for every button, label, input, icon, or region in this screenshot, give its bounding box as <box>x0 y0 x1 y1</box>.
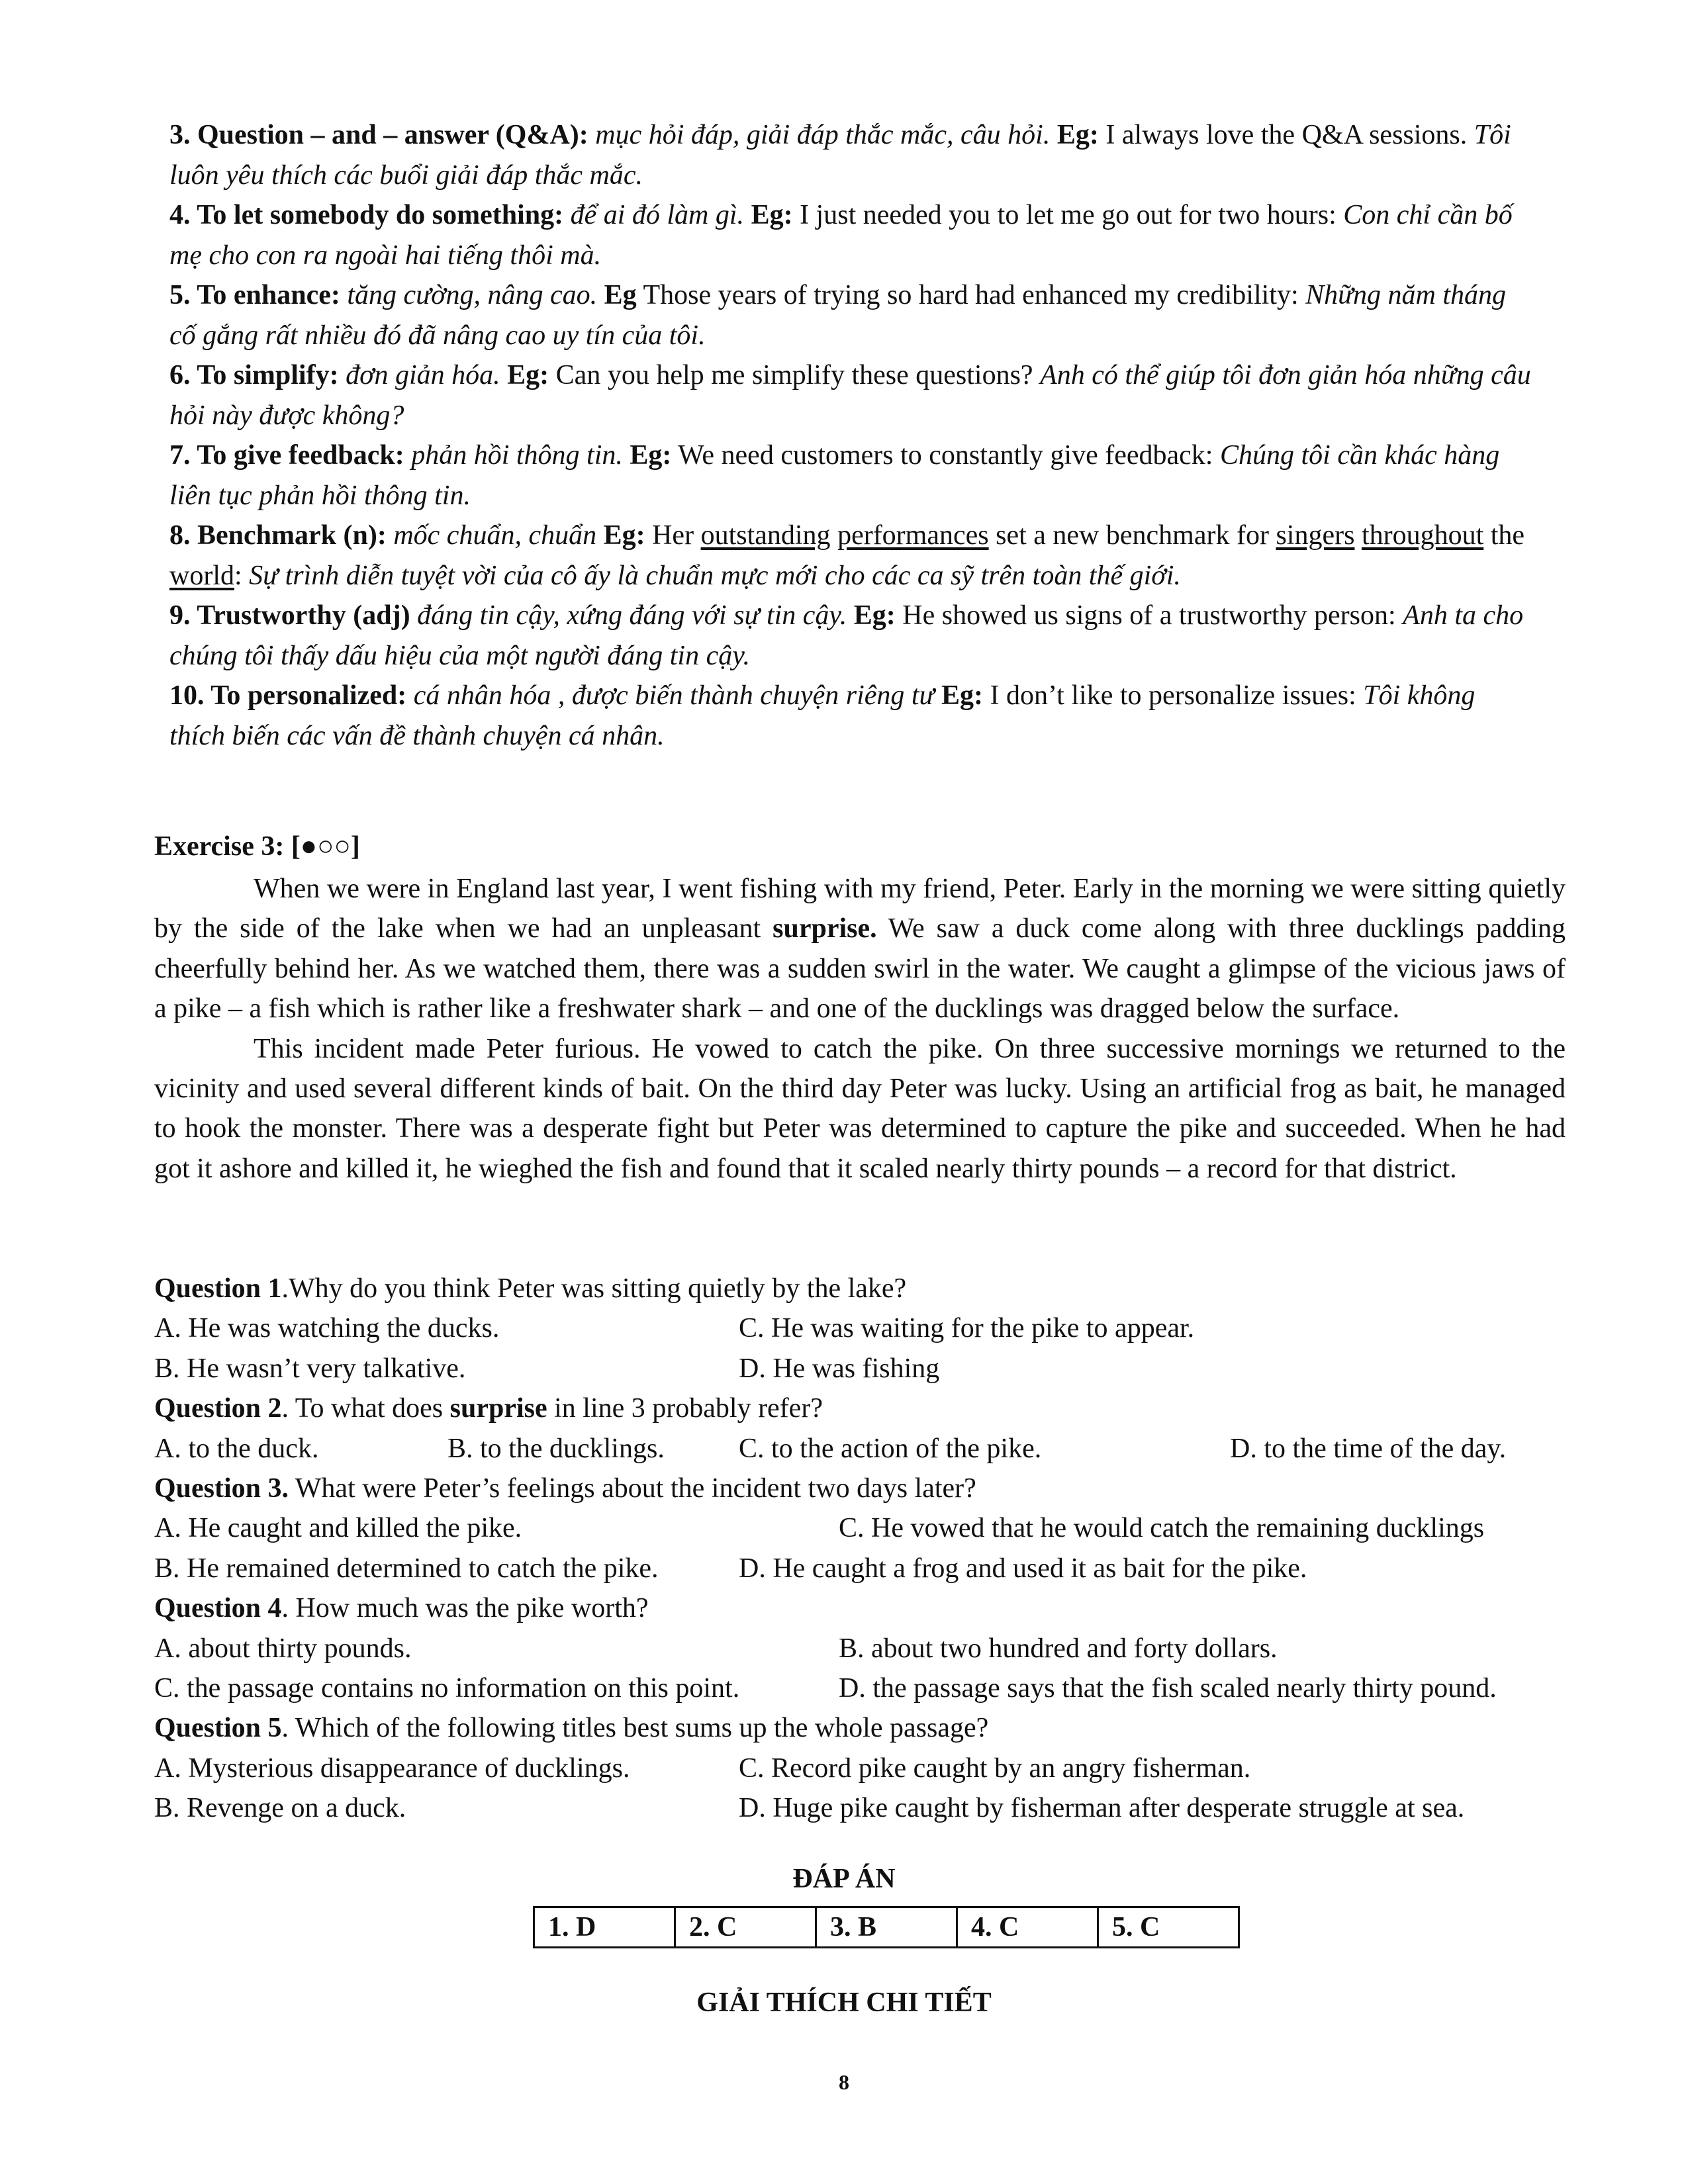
eg-label: Eg: <box>751 200 793 230</box>
passage-paragraph: This incident made Peter furious. He vowed to catch the pike. On three successive mornings we returned to the vicinity and used several different kinds of bait. On the third day Peter was lucky. Using an artificial frog as bait, he managed to hook the monster. There was a desperate fight but Peter was determined to capture the pike and succeeded. When he had got it ashore and killed it, he wieghed the fish and found that it scaled nearly thirty pounds – a record for that district. <box>154 1033 1566 1184</box>
option-row <box>154 1788 1577 1828</box>
option-a[interactable]: A. He caught and killed the pike. <box>154 1513 522 1544</box>
reading-passage <box>154 869 1566 1189</box>
page-number: 8 <box>839 2070 849 2094</box>
vocab-term: 7. To give feedback: <box>169 440 404 471</box>
option-a[interactable]: A. to the duck. <box>154 1433 319 1464</box>
option-row <box>154 1668 1577 1708</box>
question-label: Question 5 <box>154 1713 282 1744</box>
answer-cell: 5. C <box>1098 1907 1239 1948</box>
question-bold-word: surprise <box>449 1393 547 1424</box>
option-row <box>154 1549 1577 1588</box>
option-d[interactable]: D. He was fishing <box>739 1353 940 1384</box>
vocab-meaning: tăng cường, nâng cao. <box>347 280 598 310</box>
vocab-item <box>169 275 1533 355</box>
option-b[interactable]: B. He wasn’t very talkative. <box>154 1353 466 1384</box>
question-text: . To what does <box>281 1393 444 1424</box>
question-label: Question 2 <box>154 1393 282 1424</box>
option-b[interactable]: B. to the ducklings. <box>447 1433 665 1464</box>
vocab-translation: Anh ta cho chúng tôi thấy dấu hiệu của một người đáng tin cậy. <box>169 600 1524 671</box>
answer-key-title: ĐÁP ÁN <box>792 1864 896 1894</box>
vocab-item <box>169 435 1533 516</box>
option-a[interactable]: A. Mysterious disappearance of ducklings. <box>154 1752 630 1784</box>
question-stem <box>154 1588 1577 1628</box>
vocab-item <box>169 596 1533 676</box>
vocab-term: 10. To personalized: <box>169 680 407 711</box>
vocab-example: He showed us signs of a trustworthy person: <box>902 600 1396 631</box>
answer-cell: 2. C <box>675 1907 816 1948</box>
option-row <box>154 1749 1577 1788</box>
example-word-underlined: throughout <box>1361 520 1484 551</box>
passage-text: When we were in England last year, I went fishing with my friend, Peter. Early in the morning we were sitting quietly by the side of the lake when we had an unpleasant <box>154 874 1566 944</box>
vocab-example: I don’t like to personalize issues: <box>990 680 1356 711</box>
question-text: in line 3 probably refer? <box>554 1393 823 1424</box>
option-row <box>154 1508 1577 1548</box>
question-list <box>154 1269 1577 1829</box>
option-d[interactable]: D. Huge pike caught by fisherman after desperate struggle at sea. <box>739 1793 1465 1824</box>
vocab-meaning: mốc chuẩn, chuẩn <box>393 520 597 551</box>
vocab-translation: Những năm tháng cố gắng rất nhiều đó đã nâng cao uy tín của tôi. <box>169 280 1507 351</box>
vocab-item <box>169 676 1533 756</box>
eg-label: Eg: <box>853 600 896 631</box>
vocab-term: 8. Benchmark (n): <box>169 520 387 551</box>
option-row <box>154 1349 1577 1388</box>
vocab-list <box>169 115 1533 756</box>
vocab-term: 5. To enhance: <box>169 280 340 310</box>
vocab-meaning: cá nhân hóa , được biến thành chuyện riêng tư <box>413 680 935 711</box>
vocab-example: We need customers to constantly give feedback: <box>678 440 1213 471</box>
vocab-term: 6. To simplify: <box>169 360 339 390</box>
vocab-item <box>169 355 1533 435</box>
example-word: the <box>1490 520 1525 551</box>
question-text: .Why do you think Peter was sitting quietly by the lake? <box>281 1273 907 1304</box>
option-b[interactable]: B. about two hundred and forty dollars. <box>839 1633 1278 1664</box>
vocab-meaning: mục hỏi đáp, giải đáp thắc mắc, câu hỏi. <box>595 120 1051 150</box>
option-a[interactable]: A. He was watching the ducks. <box>154 1313 500 1344</box>
passage-text: We saw a duck come along with three ducklings padding cheerfully behind her. As we watched them, there was a sudden swirl in the water. We caught a glimpse of the vicious jaws of a pike – a fish which is rather like a freshwater shark – and one of the ducklings was dragged below the surface. <box>154 913 1566 1024</box>
vocab-meaning: để ai đó làm gì. <box>570 200 745 230</box>
vocab-example: I always love the Q&A sessions. <box>1105 120 1468 150</box>
example-word-underlined: world <box>169 560 234 591</box>
eg-label: Eg: <box>630 440 672 471</box>
example-word-underlined: singers <box>1276 520 1355 551</box>
question-label: Question 1 <box>154 1273 282 1304</box>
answer-cell: 1. D <box>534 1907 675 1948</box>
vocab-example: Can you help me simplify these questions? <box>555 360 1033 390</box>
question-stem <box>154 1269 1577 1308</box>
vocab-item <box>169 195 1533 275</box>
vocab-item <box>169 516 1533 596</box>
vocab-term: 4. To let somebody do something: <box>169 200 564 230</box>
question-text: . Which of the following titles best sums up the whole passage? <box>281 1713 989 1744</box>
vocab-translation: Anh có thể giúp tôi đơn giản hóa những câu hỏi này được không? <box>169 360 1531 431</box>
option-c[interactable]: C. Record pike caught by an angry fisherman. <box>739 1752 1251 1784</box>
vocab-translation: Con chỉ cần bố mẹ cho con ra ngoài hai tiếng thôi mà. <box>169 200 1513 271</box>
vocab-translation: Tôi luôn yêu thích các buổi giải đáp thắc mắc. <box>169 120 1511 191</box>
vocab-term: 9. Trustworthy (adj) <box>169 600 410 631</box>
option-c[interactable]: C. He was waiting for the pike to appear. <box>739 1313 1195 1344</box>
example-word: Her <box>652 520 694 551</box>
example-punct: : <box>234 560 242 591</box>
option-c[interactable]: C. He vowed that he would catch the remaining ducklings <box>839 1513 1485 1544</box>
example-word-underlined: outstanding <box>700 520 831 551</box>
vocab-term: 3. Question – and – answer (Q&A): <box>169 120 588 150</box>
option-d[interactable]: D. He caught a frog and used it as bait for the pike. <box>739 1553 1307 1584</box>
option-c[interactable]: C. the passage contains no information on this point. <box>154 1672 740 1704</box>
vocab-example: Those years of trying so hard had enhanced my credibility: <box>643 280 1299 310</box>
question-label: Question 3. <box>154 1473 289 1504</box>
vocab-translation: Tôi không thích biến các vấn đề thành chuyện cá nhân. <box>169 680 1476 751</box>
vocab-meaning: phản hồi thông tin. <box>411 440 623 471</box>
vocab-translation: Sự trình diễn tuyệt vời của cô ấy là chuẩn mực mới cho các ca sỹ trên toàn thế giới. <box>249 560 1181 591</box>
exercise-heading: Exercise 3: [●○○] <box>154 831 360 862</box>
question-text: . How much was the pike worth? <box>281 1593 649 1624</box>
option-b[interactable]: B. He remained determined to catch the pike. <box>154 1553 659 1584</box>
vocab-meaning: đáng tin cậy, xứng đáng với sự tin cậy. <box>417 600 847 631</box>
detail-explanation-title: GIẢI THÍCH CHI TIẾT <box>696 1987 992 2018</box>
question-stem <box>154 1469 1577 1508</box>
eg-label: Eg: <box>603 520 645 551</box>
option-a[interactable]: A. about thirty pounds. <box>154 1633 412 1664</box>
eg-label: Eg: <box>941 680 983 711</box>
question-stem <box>154 1708 1577 1748</box>
option-row <box>154 1429 1577 1469</box>
eg-label: Eg: <box>507 360 549 390</box>
eg-label: Eg: <box>1056 120 1099 150</box>
passage-paragraph <box>154 869 1566 1029</box>
eg-label: Eg <box>604 280 637 310</box>
vocab-translation: Chúng tôi cần khác hàng liên tục phản hồi thông tin. <box>169 440 1500 511</box>
answer-cell: 4. C <box>957 1907 1098 1948</box>
option-d[interactable]: D. the passage says that the fish scaled nearly thirty pound. <box>839 1672 1497 1704</box>
example-word-underlined: performances <box>837 520 989 551</box>
option-d[interactable]: D. to the time of the day. <box>1230 1433 1507 1464</box>
passage-bold-word: surprise. <box>773 913 877 944</box>
question-text: What were Peter’s feelings about the incident two days later? <box>295 1473 976 1504</box>
option-row <box>154 1308 1577 1348</box>
answer-cell: 3. B <box>816 1907 957 1948</box>
example-word: set a new benchmark for <box>996 520 1269 551</box>
question-stem <box>154 1388 1577 1428</box>
vocab-example: I just needed you to let me go out for two hours: <box>800 200 1336 230</box>
table-row <box>534 1907 1239 1948</box>
answer-key-table <box>533 1906 1240 1948</box>
option-b[interactable]: B. Revenge on a duck. <box>154 1793 406 1824</box>
vocab-meaning: đơn giản hóa. <box>346 360 500 390</box>
vocab-item <box>169 115 1533 195</box>
option-row <box>154 1629 1577 1668</box>
question-label: Question 4 <box>154 1593 282 1624</box>
option-c[interactable]: C. to the action of the pike. <box>739 1433 1042 1464</box>
